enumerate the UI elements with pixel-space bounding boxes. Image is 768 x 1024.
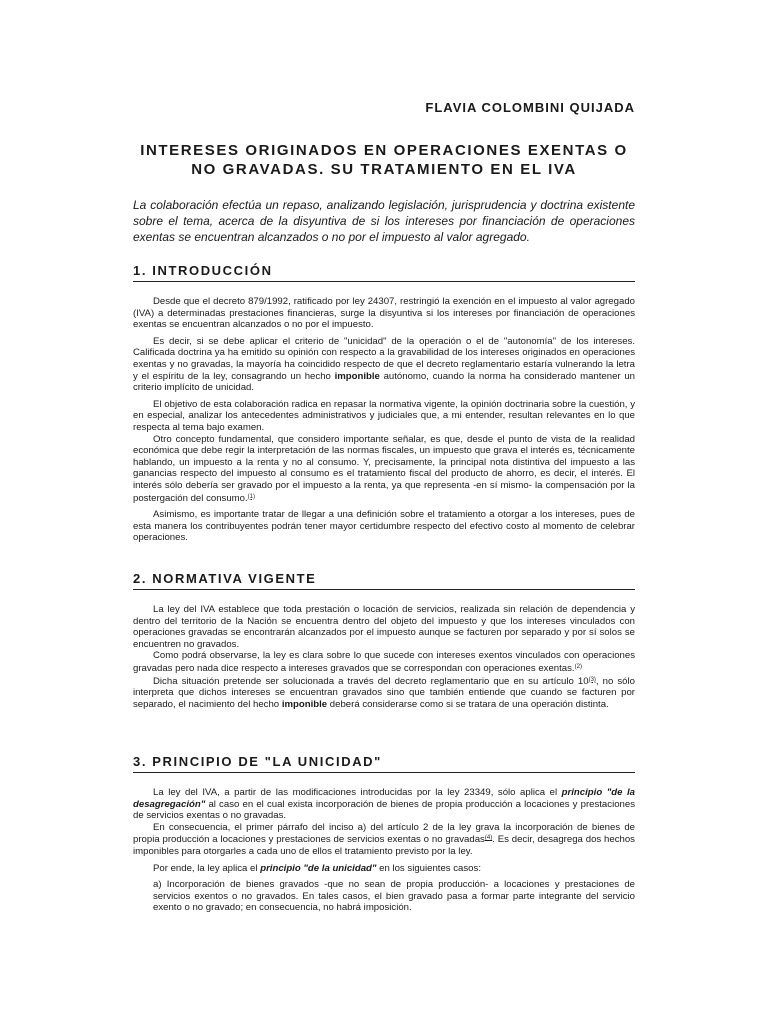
paragraph: El objetivo de esta colaboración radica en repasar la normativa vigente, la opinión doctrinaria sobre la cuestión, y en especial, analizar los antecedentes administrativos y judiciales que, a mi entender, resultan relevantes en lo que respecta al tema bajo examen. bbox=[133, 398, 635, 433]
bold-term: imponible bbox=[334, 370, 380, 382]
section-heading: 2. NORMATIVA VIGENTE bbox=[133, 571, 635, 590]
section-heading: 1. INTRODUCCIÓN bbox=[133, 263, 635, 282]
paragraph: La ley del IVA, a partir de las modificaciones introducidas por la ley 23349, sólo aplica el principio "de la desagregación" al caso en el cual exista incorporación de bienes de propia producción a locaciones y prestaciones de servicios exentas o no gravadas. bbox=[133, 787, 636, 822]
footnote-ref[interactable]: (2) bbox=[574, 663, 582, 670]
footnote-ref[interactable]: (4) bbox=[484, 835, 493, 842]
paragraph: Asimismo, es importante tratar de llegar a una definición sobre el tratamiento a otorgar a los intereses, pues de esta manera los contribuyentes podrán tener mayor certidumbre respecto del efectivo costo al momento de celebrar operaciones. bbox=[133, 509, 635, 544]
paragraph: Como podrá observarse, la ley es clara sobre lo que sucede con intereses exentos vinculados con operaciones gravadas pero nada dice respecto a intereses gravados que se correspondan con operaciones exentas.$^{(2)}$ bbox=[133, 650, 635, 674]
footnote-ref[interactable]: (1) bbox=[247, 493, 256, 500]
section-principio-unicidad bbox=[133, 754, 635, 914]
paragraph: Dicha situación pretende ser solucionada a través del decreto reglamentario que en su artículo 10$^{(3)}$, no sólo interpreta que dichos intereses se encuentran gravados sino que también entiende que cuando se facturen por separado, el nacimiento del hecho imponible deberá considerarse como si se tratara de una operación distinta. bbox=[133, 675, 635, 710]
paragraph: Por ende, la ley aplica el principio "de la unicidad" en los siguientes casos: bbox=[153, 862, 481, 874]
paragraph: Es decir, si se debe aplicar el criterio de "unicidad" de la operación o el de "autonomía" de los intereses. Calificada doctrina ya ha emitido su opinión con respecto a la gravabilidad de los intereses originados en operaciones exentas y no gravadas, la mayoría ha coincidido respecto de que el decreto reglamentario estaría vulnerando la letra y el espíritu de la ley, consagrando un hecho imponible autónomo, cuando la norma ha considerado mantener un criterio implícito de unicidad. bbox=[133, 335, 635, 394]
bold-italic-term: principio "de la unicidad" bbox=[260, 862, 377, 874]
section-normativa-vigente bbox=[133, 571, 635, 710]
bold-term: imponible bbox=[281, 698, 328, 710]
list-item: a) Incorporación de bienes gravados -que no sean de propia producción- a locaciones y prestaciones de servicios exentos o no gravados. En tales casos, el bien gravado pasa a formar parte integrante del servicio exento o no gravado; en consecuencia, no habrá imposición. bbox=[153, 879, 635, 914]
paragraph: La ley del IVA establece que toda prestación o locación de servicios, realizada sin relación de dependencia y dentro del territorio de la Nación se encuentra dentro del objeto del impuesto y que los intereses vinculados con operaciones gravadas se encontrarán alcanzados por el impuesto aunque se facturen por separado y por sí solos se encuentren no gravados. bbox=[133, 604, 635, 650]
bold-italic-term: principio "de la desagregación" bbox=[133, 787, 635, 810]
section-heading: 3. PRINCIPIO DE "LA UNICIDAD" bbox=[133, 754, 635, 773]
paragraph: En consecuencia, el primer párrafo del inciso a) del artículo 2 de la ley grava la incorporación de bienes de propia producción a locaciones y prestaciones de servicios exentas o no gravadas$^{(4)}$. Es decir, desagrega dos hechos imponibles para otorgarles a cada uno de ellos el tratamiento previsto por la ley. bbox=[133, 821, 635, 857]
paragraph: Otro concepto fundamental, que considero importante señalar, es que, desde el punto de vista de la realidad económica que debe regir la interpretación de las normas fiscales, un impuesto que grava el interés es, técnicamente hablando, un impuesto a la renta y no al consumo. Y, precisamente, la principal nota distintiva del impuesto a las ganancias respecto del impuesto al consumo es el tratamiento fiscal del producto de ahorro, es decir, el interés. El interés sólo debería ser gravado por el impuesto a la renta, ya que representa -en sí mismo- la compensación por la postergación del consumo.$^{(1)}$ bbox=[133, 433, 635, 504]
document-title: INTERESES ORIGINADOS EN OPERACIONES EXENTAS O NO GRAVADAS. SU TRATAMIENTO EN EL IVA bbox=[140, 142, 628, 178]
abstract: La colaboración efectúa un repaso, analizando legislación, jurisprudencia y doctrina existente sobre el tema, acerca de la disyuntiva de si los intereses por financiación de operaciones exentas se encuentran alcanzados o no por el impuesto al valor agregado. bbox=[133, 198, 635, 244]
paragraph: Desde que el decreto 879/1992, ratificado por ley 24307, restringió la exención en el impuesto al valor agregado (IVA) a determinadas prestaciones financieras, surge la disyuntiva si los intereses por financiación de operaciones exentas se encuentran alcanzados o no por el impuesto. bbox=[133, 296, 635, 331]
footnote-ref[interactable]: (3) bbox=[588, 676, 596, 683]
section-introduccion bbox=[133, 263, 635, 544]
author-name: FLAVIA COLOMBINI QUIJADA bbox=[425, 100, 635, 115]
